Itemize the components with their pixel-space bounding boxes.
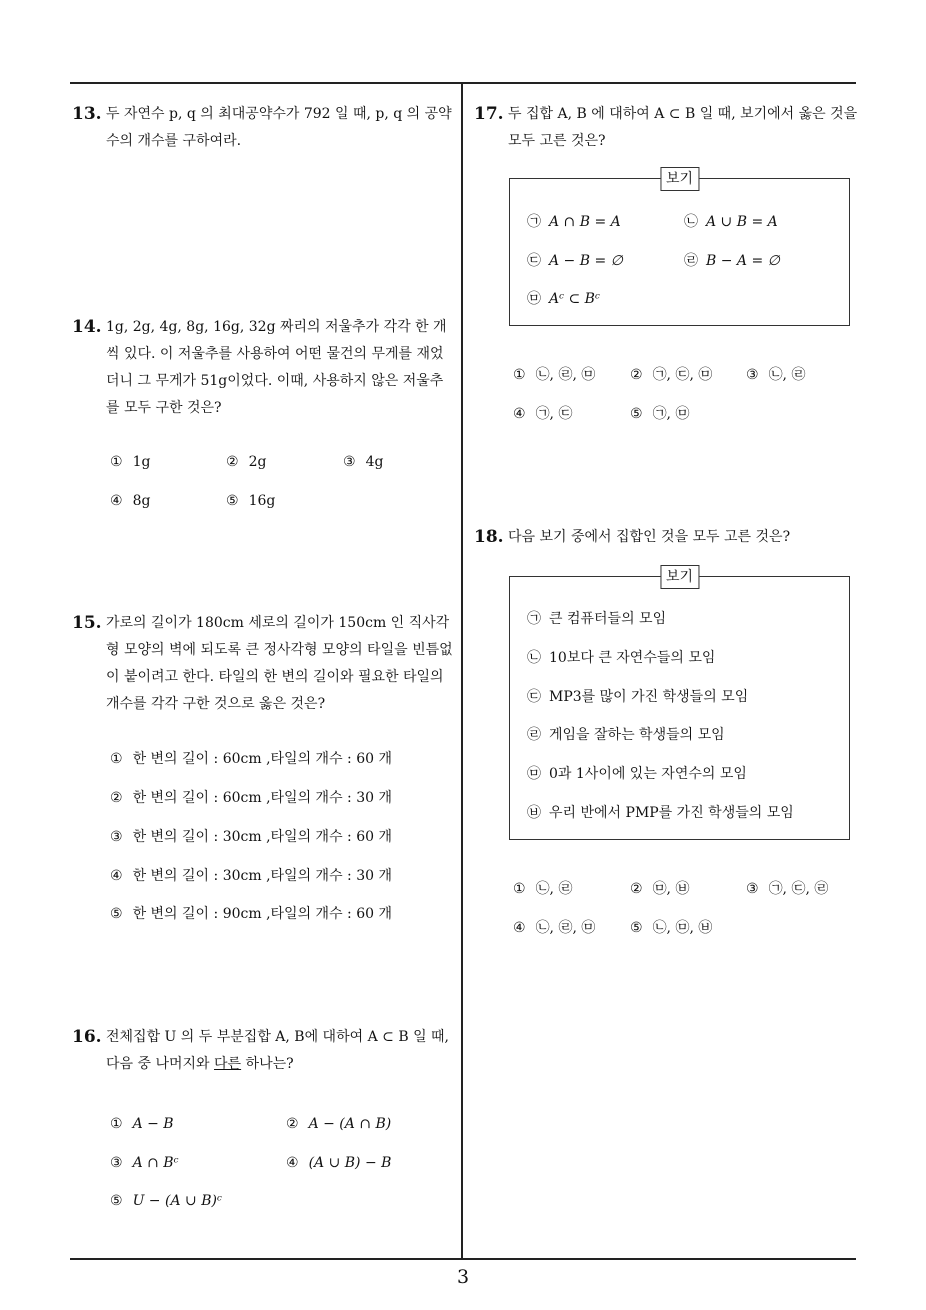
question-text: 가로의 길이가 180cm 세로의 길이가 150cm 인 직사각형 모양의 벽에 되도록 큰 정사각형 모양의 타일을 빈틈없이 붙이려고 한다. 타일의 한 변의 길이와 필요한 타일의 개수를 각각 구한 것으로 옳은 것은? bbox=[106, 615, 453, 712]
choice-3[interactable]: ③ 4g bbox=[343, 454, 384, 470]
question-text: 1g, 2g, 4g, 8g, 16g, 32g 짜리의 저울추가 각각 한 개씩 있다. 이 저울추를 사용하여 어떤 물건의 무게를 재었더니 그 무게가 51g이었다. 이때, 사용하지 않은 저울추를 모두 구한 것은? bbox=[106, 319, 447, 416]
choice-4[interactable]: ④ (A ∪ B) − B bbox=[286, 1155, 392, 1171]
bogi-item: ㉡ A ∪ B = A bbox=[684, 214, 778, 230]
bogi-item: ㉣ 게임을 잘하는 학생들의 모임 bbox=[527, 727, 725, 743]
bogi-item: ㉠ A ∩ B = A bbox=[527, 214, 621, 230]
bogi-item: ㉣ B − A = ∅ bbox=[684, 253, 780, 269]
bogi-box bbox=[509, 171, 850, 326]
question-text: 다음 보기 중에서 집합인 것을 모두 고른 것은? bbox=[508, 529, 791, 545]
choice-3[interactable]: ③ A ∩ Bᶜ bbox=[110, 1155, 179, 1171]
question-14 bbox=[72, 314, 454, 422]
bogi-item: ㉠ 큰 컴퓨터들의 모임 bbox=[527, 611, 667, 627]
question-text: 전체집합 U 의 두 부분집합 A, B에 대하여 A ⊂ B 일 때, 다음 중 나머지와 다른 하나는? bbox=[106, 1029, 450, 1072]
question-number: 15. bbox=[72, 613, 102, 633]
question-number: 16. bbox=[72, 1027, 102, 1047]
choice-5[interactable]: ⑤ ㉡, ㉤, ㉥ bbox=[630, 920, 713, 936]
choice-3[interactable]: ③ ㉡, ㉣ bbox=[746, 367, 806, 383]
choice-5[interactable]: ⑤ 한 변의 길이 : 90cm ,타일의 개수 : 60 개 bbox=[110, 906, 393, 922]
choice-1[interactable]: ① ㉡, ㉣ bbox=[513, 881, 573, 897]
choice-1[interactable]: ① ㉡, ㉣, ㉤ bbox=[513, 367, 596, 383]
bogi-item: ㉤ Aᶜ ⊂ Bᶜ bbox=[527, 291, 600, 307]
choice-1[interactable]: ① 1g bbox=[110, 454, 151, 470]
choice-4[interactable]: ④ 한 변의 길이 : 30cm ,타일의 개수 : 30 개 bbox=[110, 868, 393, 884]
question-16 bbox=[72, 1024, 454, 1078]
question-17 bbox=[474, 101, 860, 155]
bogi-item: ㉢ MP3를 많이 가진 학생들의 모임 bbox=[527, 689, 749, 705]
bogi-item: ㉡ 10보다 큰 자연수들의 모임 bbox=[527, 650, 716, 666]
choice-3[interactable]: ③ ㉠, ㉢, ㉣ bbox=[746, 881, 829, 897]
choice-4[interactable]: ④ ㉡, ㉣, ㉤ bbox=[513, 920, 596, 936]
question-text: 두 자연수 p, q 의 최대공약수가 792 일 때, p, q 의 공약수의 개수를 구하여라. bbox=[106, 106, 452, 149]
bogi-title: 보기 bbox=[660, 565, 699, 589]
page-number: 3 bbox=[456, 1266, 470, 1288]
question-text: 두 집합 A, B 에 대하여 A ⊂ B 일 때, 보기에서 옳은 것을 모두 고른 것은? bbox=[508, 106, 858, 149]
choice-2[interactable]: ② 한 변의 길이 : 60cm ,타일의 개수 : 30 개 bbox=[110, 790, 393, 806]
question-number: 13. bbox=[72, 104, 102, 124]
choice-1[interactable]: ① 한 변의 길이 : 60cm ,타일의 개수 : 60 개 bbox=[110, 751, 393, 767]
bogi-item: ㉢ A − B = ∅ bbox=[527, 253, 623, 269]
question-13 bbox=[72, 101, 454, 155]
question-number: 17. bbox=[474, 104, 504, 124]
top-rule bbox=[70, 82, 856, 84]
bottom-rule bbox=[70, 1258, 856, 1260]
choice-5[interactable]: ⑤ 16g bbox=[226, 493, 276, 509]
question-number: 14. bbox=[72, 317, 102, 337]
choice-2[interactable]: ② A − (A ∩ B) bbox=[286, 1116, 392, 1132]
question-15 bbox=[72, 610, 454, 718]
choice-1[interactable]: ① A − B bbox=[110, 1116, 174, 1132]
choice-4[interactable]: ④ ㉠, ㉢ bbox=[513, 406, 573, 422]
question-number: 18. bbox=[474, 527, 504, 547]
underlined-word: 다른 bbox=[214, 1056, 242, 1072]
bogi-title: 보기 bbox=[660, 167, 699, 191]
bogi-box bbox=[509, 569, 850, 840]
choice-3[interactable]: ③ 한 변의 길이 : 30cm ,타일의 개수 : 60 개 bbox=[110, 829, 393, 845]
choice-2[interactable]: ② ㉠, ㉢, ㉤ bbox=[630, 367, 713, 383]
column-divider bbox=[461, 83, 463, 1259]
question-18 bbox=[474, 524, 860, 551]
choice-4[interactable]: ④ 8g bbox=[110, 493, 151, 509]
choice-5[interactable]: ⑤ U − (A ∪ B)ᶜ bbox=[110, 1193, 222, 1209]
choice-2[interactable]: ② ㉤, ㉥ bbox=[630, 881, 690, 897]
bogi-item: ㉥ 우리 반에서 PMP를 가진 학생들의 모임 bbox=[527, 805, 794, 821]
bogi-item: ㉤ 0과 1사이에 있는 자연수의 모임 bbox=[527, 766, 747, 782]
choice-2[interactable]: ② 2g bbox=[226, 454, 267, 470]
choice-5[interactable]: ⑤ ㉠, ㉤ bbox=[630, 406, 690, 422]
